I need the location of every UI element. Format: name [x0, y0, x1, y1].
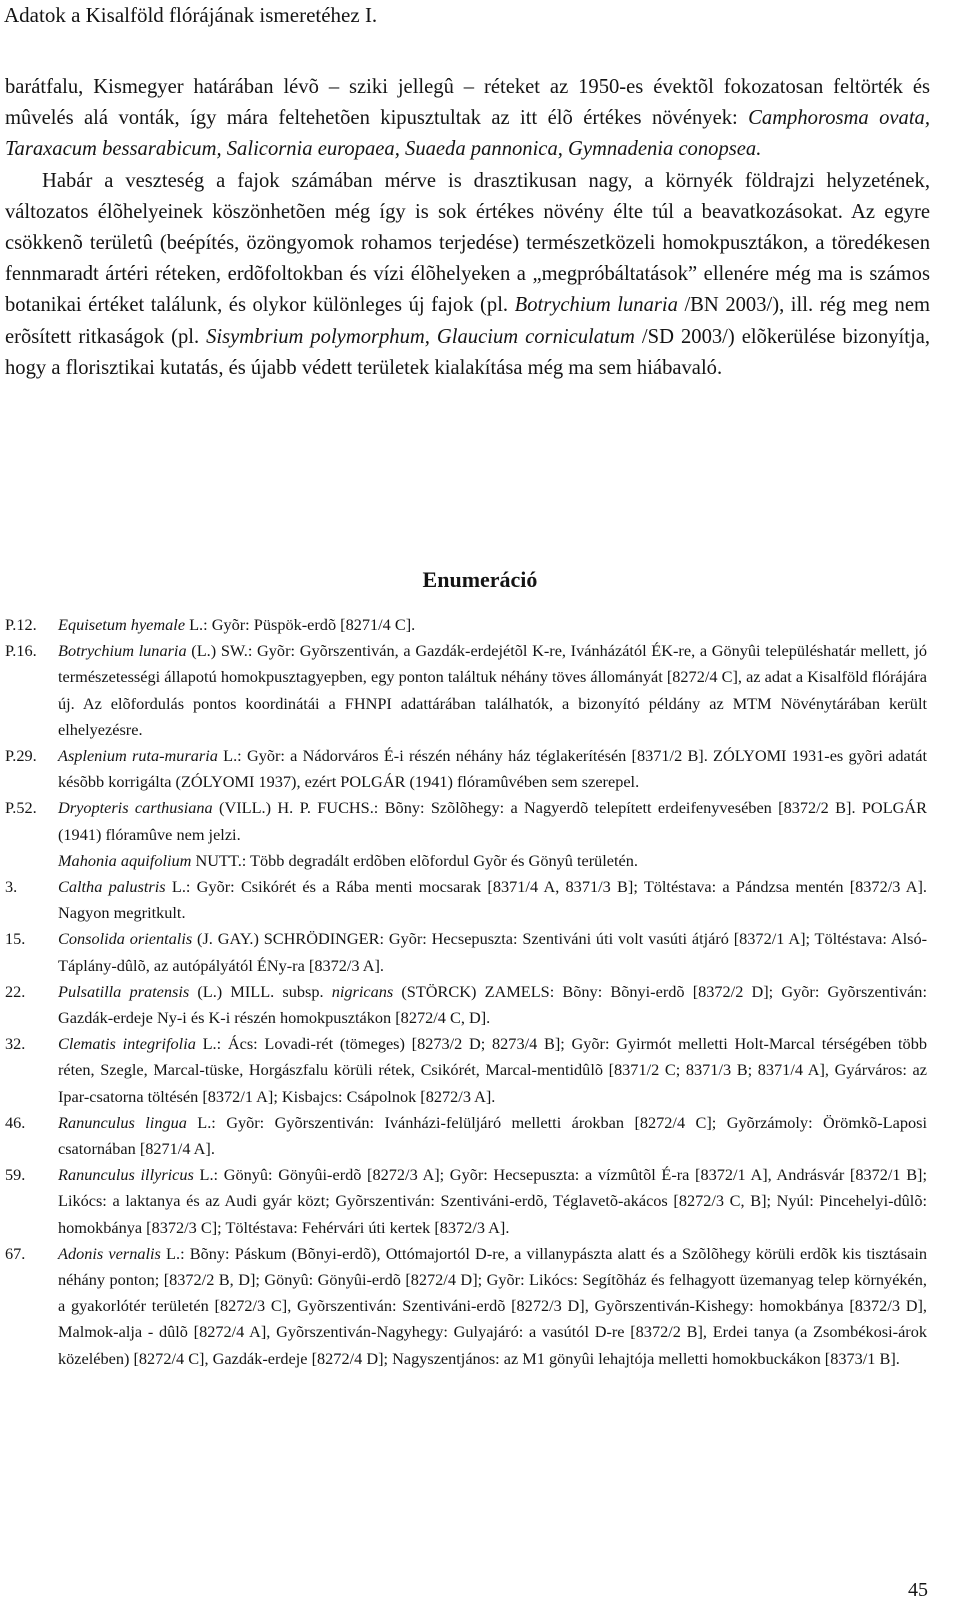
species-name: Mahonia aquifolium: [58, 850, 192, 870]
entry-text: (STÖRCK) ZAMELS: Bõny: Bõnyi-erdõ [8372/2 D]; Gyõr: Gyõrszentiván: Gazdák-erdeje Ny-i és K-i részén homokpusztákon [8272/4 C, D].: [58, 981, 927, 1028]
species-name: Clematis integrifolia: [58, 1034, 196, 1054]
entry-number: 15.: [5, 929, 26, 949]
page-number: 45: [908, 1579, 928, 1601]
species-name: Botrychium lunaria: [514, 294, 678, 317]
entry-number: 22.: [5, 981, 26, 1001]
species-name: Sisymbrium polymorphum, Glaucium corniculatum: [206, 325, 635, 348]
species-name: Pulsatilla pratensis: [58, 981, 190, 1001]
species-name: Botrychium lunaria: [58, 641, 187, 661]
enum-entry: [5, 1110, 927, 1162]
entry-text: (J. GAY.) SCHRÖDINGER: Gyõr: Hecsepuszta: Szentiváni úti volt vasúti átjáró [8372/1 A]; Töltéstava: Alsó-Táplány-dûlõ, az autópályától ÉNy-ra [8372/3 A].: [58, 929, 928, 975]
intro-paragraph-2: [5, 166, 930, 384]
entry-number: P.52.: [5, 798, 37, 818]
species-name: Caltha palustris: [58, 877, 166, 897]
entry-number: 3.: [5, 877, 18, 897]
enum-entry: [5, 795, 927, 847]
entry-text: L.: Gyõr: a Nádorváros É-i részén néhány ház téglakerítésén [8371/2 B]. ZÓLYOMI 1931-es gyõri adatát késõbb korrigálta (ZÓLYOMI 1937), ezért POLGÁR (1941) flóramûvében sem szerepel.: [58, 746, 927, 792]
entry-text: L.: Gönyû: Gönyûi-erdõ [8272/3 A]; Gyõr: Hecsepuszta: a vízmûtõl É-ra [8372/1 A], Andrásvár [8372/1 B]; Likócs: a laktanya és az Audi gyár közt; Gyõrszentiván: Szentiváni-erdõ, Téglavetõ-akácos [8272/3 C, B]; Nyúl: Pincehelyi-dûlõ: homokbánya [8372/3 C]; Töltéstava: Fehérvári úti kertek [8372/3 A].: [58, 1165, 927, 1237]
species-name: Ranunculus illyricus: [58, 1165, 194, 1185]
entry-text: NUTT.: Több degradált erdõben elõfordul Gyõr és Gönyû területén.: [191, 850, 638, 870]
entry-text: L.: Gyõr: Gyõrszentiván: Ivánházi-felüljáró melletti árokban [8272/4 C]; Gyõrzámoly: Örömkõ-Laposi csatornában [8271/4 A].: [58, 1112, 927, 1159]
intro-text-run: barátfalu, Kismegyer határában lévõ – sziki jellegû – réteket az 1950-es évektõl fokozatosan feltörték és mûvelés alá vonták, így mára feltehetõen kipusztultak az itt élõ értékes növények:: [5, 76, 930, 130]
enum-entry: [5, 874, 927, 926]
enum-entry: [5, 926, 927, 978]
entry-number: P.12.: [5, 615, 37, 634]
entry-number: 32.: [5, 1034, 26, 1054]
section-title: Enumeráció: [422, 567, 538, 592]
species-name: Adonis vernalis: [58, 1243, 161, 1263]
entry-number: 46.: [5, 1112, 26, 1132]
species-name: Consolida orientalis: [58, 929, 193, 949]
entry-text: (L.) SW.: Gyõr: Gyõrszentiván, a Gazdák-erdejétõl K-re, Ivánházától ÉK-re, a Gönyûi településhatár mellett, jó természetességi állapotú homokpusztagyepben, egy ponton találtuk néhány töves állományát [8272/4 C], az adat a Kisalföld flórájára új. Az elõfordulás pontos koordinátái a FHNPI adattárában találhatók, a bizonyító példány az MTM Növénytárában került elhelyezésre.: [58, 641, 927, 739]
species-name: Asplenium ruta-muraria: [58, 746, 218, 766]
entry-number: P.16.: [5, 641, 37, 661]
species-name: Equisetum hyemale: [58, 615, 186, 634]
intro-text-run: Habár a veszteség a fajok számában mérve is drasztikusan nagy, a környék földrajzi helyzetének, változatos élõhelyeinek köszönhetõen még így is sok értékes növény élte túl a beavatkozásokat. Az egyre csökkenõ területû (beépítés, özöngyomok rohamos terjedése) természetközeli homokpusztákon, a töredékesen fennmaradt ártéri réteken, erdõfoltokban és vízi élõhelyeken a „megpróbáltatások” ellenére még ma is számos botanikai értéket találunk, és olykor különleges új fajok (pl.: [5, 169, 930, 317]
entry-text: (VILL.) H. P. FUCHS.: Bõny: Szõlõhegy: a Nagyerdõ telepített erdeifenyvesében [8372/2 B]. POLGÁR (1941) flóramûve nem jelzi.: [58, 798, 928, 844]
entry-text: L.: Ács: Lovadi-rét (tömeges) [8273/2 D; 8273/4 B]; Gyõr: Gyirmót melletti Holt-Marcal térségében több réten, Szegle, Marcal-tüske, Horgászfalu körüli rétek, Csikórét, Marcal-mentidûlõ [8371/2 C; 8371/3 B; 8371/4 A], Gyárváros: az Ipar-csatorna töltésén [8372/1 A]; Kisbajcs: Csápolnok [8272/3 A].: [58, 1034, 927, 1106]
species-name: Dryopteris carthusiana: [58, 798, 213, 818]
species-name: Ranunculus lingua: [58, 1112, 187, 1132]
intro-text-run: /SD 2003/) elõkerülése bizonyítja, hogy a florisztikai kutatás, és újabb védett területek kialakítása még ma sem hiábavaló.: [5, 325, 930, 379]
enum-entry: [5, 743, 927, 795]
enum-entry: [5, 1031, 927, 1110]
intro-text: [5, 72, 930, 384]
enum-entry: [5, 612, 927, 638]
enum-entry: [5, 638, 927, 743]
enum-entry: [5, 1162, 927, 1241]
entry-text: (L.) MILL. subsp.: [189, 981, 332, 1001]
species-list: Camphorosma ovata, Taraxacum bessarabicum, Salicornia europaea, Suaeda pannonica, Gymnadenia conopsea.: [5, 107, 930, 161]
entry-text: L.: Bõny: Páskum (Bõnyi-erdõ), Ottómajortól D-re, a villanypászta alatt és a Szõlõhegy körüli erdõk kis tisztásain néhány ponton; [8372/2 B, D]; Gönyû: Gönyûi-erdõ [8272/4 D]; Gyõr: Likócs: Segítõház és felhagyott üzemanyag telep környékén, a gyakorlótér területén [8272/3 C], Gyõrszentiván: Szentiváni-erdõ [8272/3 D], Gyõrszentiván-Kishegy: homokbánya [8372/3 D], Malmok-alja - dûlõ [8272/4 A], Gyõrszentiván-Nagyhegy: Gulyajáró: a vasútól D-re [8372/2 B], Erdei tanya (a Zsombékosi-árok közelében) [8272/4 C], Gazdák-erdeje [8272/4 D]; Nagyszentjános: az M1 gönyûi lehajtója melletti homokbuckákon [8373/1 B].: [58, 1243, 928, 1368]
entry-number: 59.: [5, 1165, 26, 1185]
entry-text: L.: Gyõr: Csikórét és a Rába menti mocsarak [8371/4 A, 8371/3 B]; Töltéstava: a Pándzsa mentén [8372/3 A]. Nagyon megritkult.: [58, 877, 928, 923]
subspecies-name: nigricans: [331, 981, 394, 1001]
intro-text-run: /BN 2003/), ill. rég meg nem erõsített ritkaságok (pl.: [5, 294, 930, 348]
entry-number: P.29.: [5, 746, 37, 766]
intro-paragraph-1: [5, 72, 930, 166]
entry-number: 67.: [5, 1243, 26, 1263]
enumeration-list: [5, 612, 927, 1372]
running-header: Adatok a Kisalföld flórájának ismeretéhez I.: [4, 3, 378, 27]
entry-text: L.: Gyõr: Püspök-erdõ [8271/4 C].: [185, 615, 416, 634]
enum-entry: [5, 848, 927, 874]
enum-entry: [5, 979, 927, 1031]
enum-entry: [5, 1241, 927, 1372]
